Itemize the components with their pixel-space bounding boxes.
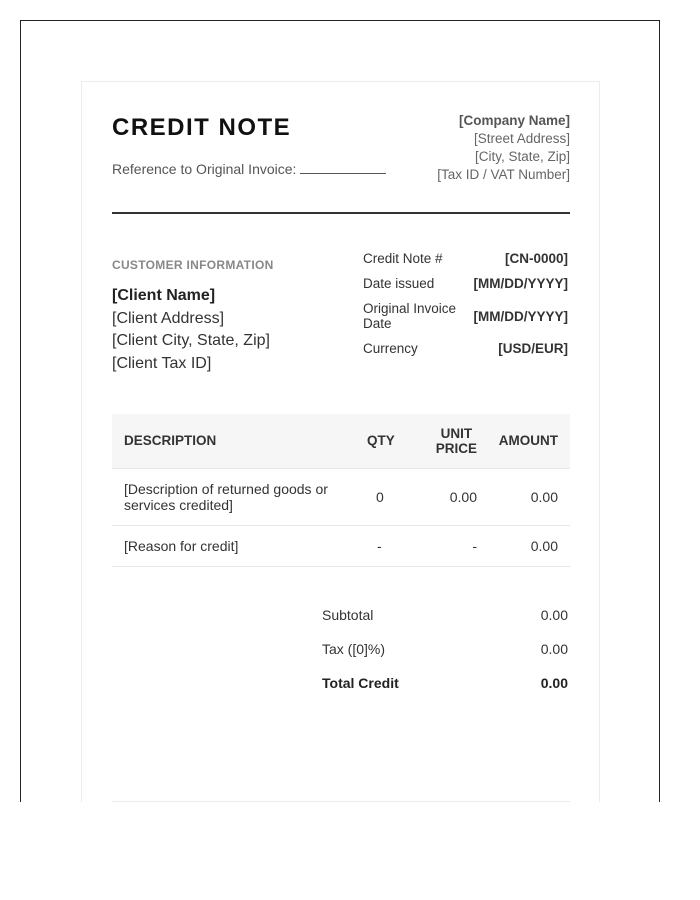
tax-label: Tax ([0]%) <box>322 641 386 657</box>
meta-value: [USD/EUR] <box>498 341 568 356</box>
header-description: DESCRIPTION <box>124 433 217 448</box>
header-unit-price <box>436 426 477 456</box>
company-city: [City, State, Zip] <box>474 149 570 164</box>
company-name: [Company Name] <box>458 113 570 128</box>
client-address: [Client Address] <box>112 309 225 327</box>
client-tax-id: [Client Tax ID] <box>112 354 212 372</box>
client-city: [Client City, State, Zip] <box>112 332 270 349</box>
customer-section-label: CUSTOMER INFORMATION <box>112 258 274 272</box>
row-unit-price: - <box>472 538 477 554</box>
row-description <box>124 481 328 513</box>
tax-value: 0.00 <box>540 641 568 657</box>
subtotal-label: Subtotal <box>322 607 374 623</box>
company-street: [Street Address] <box>473 131 570 146</box>
header-amount: AMOUNT <box>498 433 558 448</box>
row-description-line1: [Description of returned goods or <box>124 481 328 497</box>
client-name: [Client Name] <box>112 287 216 304</box>
company-block <box>437 112 570 184</box>
table-row <box>112 526 570 567</box>
reference-label: Reference to Original Invoice: <box>112 161 297 177</box>
document-title: CREDIT NOTE <box>112 114 292 141</box>
meta-value: [MM/DD/YYYY] <box>473 309 568 324</box>
row-qty: 0 <box>376 489 384 505</box>
meta-value: [CN-0000] <box>504 251 568 266</box>
footer-divider <box>112 801 570 802</box>
row-amount: 0.00 <box>530 538 558 554</box>
meta-label: Currency <box>363 341 418 356</box>
header-unit-price-line2: PRICE <box>435 441 477 456</box>
subtotal-value: 0.00 <box>540 607 568 623</box>
row-description-line2: services credited] <box>124 497 233 513</box>
row-description: [Reason for credit] <box>124 538 239 554</box>
header-divider <box>112 212 570 214</box>
row-unit-price: 0.00 <box>449 489 477 505</box>
reference-blank <box>300 161 386 174</box>
table-row <box>112 469 570 526</box>
table-header <box>112 414 570 469</box>
header-unit-price-line1: UNIT <box>440 426 473 441</box>
meta-label: Date issued <box>363 276 435 291</box>
total-credit-label: Total Credit <box>322 675 399 691</box>
total-credit-value: 0.00 <box>540 675 568 691</box>
meta-label: Original Invoice Date <box>363 301 457 331</box>
row-amount: 0.00 <box>530 489 558 505</box>
header-qty: QTY <box>367 433 395 448</box>
row-qty: - <box>377 538 382 554</box>
customer-block <box>112 285 270 375</box>
meta-label: Credit Note # <box>363 251 443 266</box>
meta-value: [MM/DD/YYYY] <box>473 276 568 291</box>
company-tax-id: [Tax ID / VAT Number] <box>437 167 570 182</box>
reference-line <box>112 161 386 177</box>
